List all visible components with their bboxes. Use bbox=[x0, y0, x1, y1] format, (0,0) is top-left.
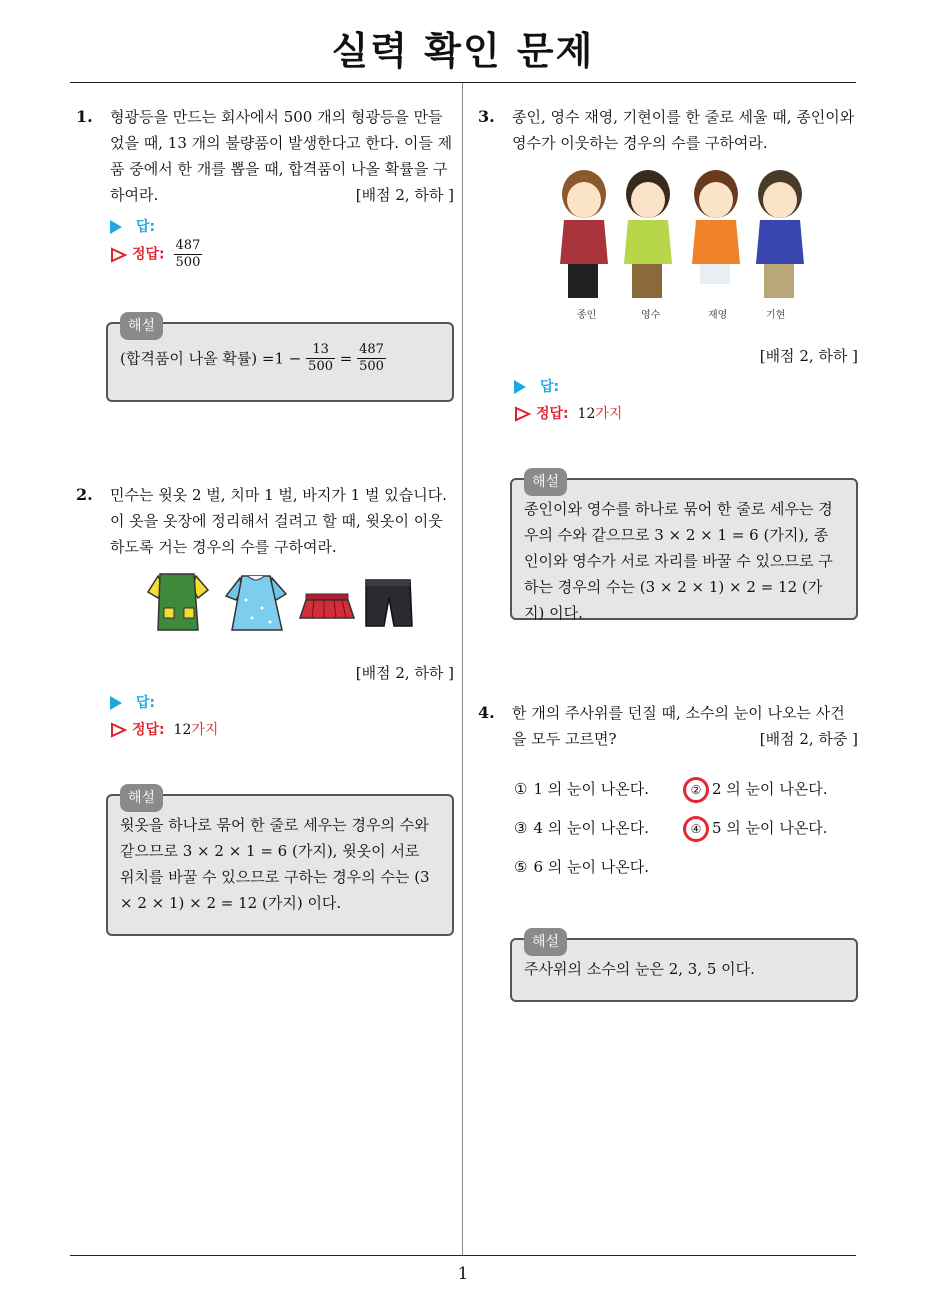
choice-text: 4 의 눈이 나온다. bbox=[533, 819, 650, 837]
play-icon bbox=[514, 380, 526, 394]
points-label: [배점 2, 하하 ] bbox=[355, 664, 454, 682]
choice-option-selected[interactable] bbox=[684, 817, 828, 841]
boy-icon bbox=[692, 170, 740, 284]
fraction: $\frac{13}{500}$ bbox=[308, 342, 333, 374]
choice-option[interactable] bbox=[514, 856, 649, 877]
open-triangle-icon bbox=[110, 722, 128, 738]
question-number: 4. bbox=[478, 703, 495, 722]
question-text: 민수는 윗옷 2 벌, 치마 1 벌, 바지가 1 벌 있습니다. 이 옷을 옷장에 정리해서 걸려고 할 때, 윗옷이 이웃하도록 거는 경우의 수를 구하여라. bbox=[110, 486, 447, 556]
boy-name-caption: 종인 bbox=[577, 310, 597, 321]
explanation-label: 해설 bbox=[120, 784, 163, 812]
correct-answer-row bbox=[110, 238, 202, 271]
boy-name-caption: 기현 bbox=[766, 310, 786, 321]
question-text: 종인, 영수 재영, 기현이를 한 줄로 세울 때, 종인이와 영수가 이웃하는 경우의 수를 구하여라. bbox=[512, 108, 855, 152]
open-triangle-icon bbox=[514, 406, 532, 422]
points-label: [배점 2, 하하 ] bbox=[759, 347, 858, 365]
points-label: [배점 2, 하중 ] bbox=[759, 730, 858, 748]
choice-mark: ③ bbox=[514, 819, 528, 837]
answer-row bbox=[110, 216, 155, 236]
boy-name-caption: 재영 bbox=[708, 310, 728, 321]
question-1 bbox=[76, 104, 454, 208]
explanation-text: (합격품이 나올 확률) =1 − bbox=[120, 349, 302, 368]
answer-label: 답: bbox=[136, 219, 156, 235]
play-icon bbox=[110, 696, 122, 710]
selected-choice-mark: ② bbox=[684, 778, 708, 802]
answer-value: 12 bbox=[577, 406, 596, 422]
boy-icon bbox=[756, 170, 804, 298]
question-2 bbox=[76, 482, 454, 560]
correct-answer-row bbox=[110, 719, 218, 739]
question-number: 2. bbox=[76, 485, 93, 504]
four-boys-illustration bbox=[554, 164, 814, 304]
choice-text: 6 의 눈이 나온다. bbox=[533, 858, 650, 876]
answer-row bbox=[514, 376, 559, 396]
page-title: 실력 확인 문제 bbox=[331, 29, 595, 73]
question-number: 3. bbox=[478, 107, 495, 126]
choice-text: 2 의 눈이 나온다. bbox=[712, 780, 828, 798]
boy-icon bbox=[624, 170, 672, 298]
blue-dress-icon bbox=[226, 576, 286, 630]
choice-option[interactable] bbox=[514, 778, 649, 799]
column-divider bbox=[462, 83, 463, 1255]
top-rule bbox=[70, 82, 856, 83]
correct-answer-row bbox=[514, 403, 622, 423]
explanation-label: 해설 bbox=[120, 312, 163, 340]
choice-mark: ⑤ bbox=[514, 858, 528, 876]
question-number: 1. bbox=[76, 107, 93, 126]
explanation-text: 주사위의 소수의 눈은 2, 3, 5 이다. bbox=[524, 960, 755, 978]
explanation-box bbox=[106, 318, 454, 402]
question-text: 형광등을 만드는 회사에서 500 개의 형광등을 만들었을 때, 13 개의 불량품이 발생한다고 한다. 이들 제품 중에서 한 개를 뽑을 때, 합격품이 나올 확률을 구하여라. bbox=[110, 108, 453, 204]
red-skirt-icon bbox=[300, 594, 354, 618]
points-label-3 bbox=[700, 343, 858, 369]
choice-option-selected[interactable] bbox=[684, 778, 828, 802]
answer-fraction: $\frac{487}{500}$ bbox=[175, 238, 201, 270]
bottom-rule bbox=[70, 1255, 856, 1256]
correct-label: 정답: bbox=[536, 406, 569, 422]
question-3 bbox=[478, 104, 858, 156]
points-label-2 bbox=[300, 660, 454, 686]
explanation-label: 해설 bbox=[524, 468, 567, 496]
explanation-box bbox=[510, 474, 858, 622]
open-triangle-icon bbox=[110, 247, 128, 263]
equals-sign: = bbox=[339, 349, 353, 368]
answer-unit: 가지 bbox=[191, 722, 219, 738]
choice-mark: ① bbox=[514, 780, 528, 798]
points-label: [배점 2, 하하 ] bbox=[355, 186, 454, 204]
explanation-label: 해설 bbox=[524, 928, 567, 956]
answer-label: 답: bbox=[136, 695, 156, 711]
clothes-illustration bbox=[144, 570, 416, 636]
answer-label: 답: bbox=[540, 379, 560, 395]
green-shirt-icon bbox=[148, 574, 208, 630]
explanation-text: 윗옷을 하나로 묶어 한 줄로 세우는 경우의 수와 같으므로 3 × 2 × 1 = 6 (가지), 윗옷이 서로 위치를 바꿀 수 있으므로 구하는 경우의 수는 (3 × 2 × 1) × 2 = 12 (가지) 이다. bbox=[120, 816, 430, 912]
boy-name-caption: 영수 bbox=[641, 310, 661, 321]
black-pants-icon bbox=[366, 580, 412, 626]
explanation-box bbox=[510, 934, 858, 1002]
play-icon bbox=[110, 220, 122, 234]
choice-text: 5 의 눈이 나온다. bbox=[712, 819, 828, 837]
correct-label: 정답: bbox=[132, 722, 165, 738]
answer-row bbox=[110, 692, 155, 712]
boy-icon bbox=[560, 170, 608, 298]
answer-unit: 가지 bbox=[595, 406, 623, 422]
question-4 bbox=[478, 700, 858, 752]
page-number: 1 bbox=[457, 1264, 469, 1284]
selected-choice-mark: ④ bbox=[684, 817, 708, 841]
correct-label: 정답: bbox=[132, 246, 165, 263]
answer-value: 12 bbox=[173, 722, 192, 738]
explanation-box bbox=[106, 790, 454, 936]
question-text: 한 개의 주사위를 던질 때, 소수의 눈이 나오는 사건을 모두 고르면? bbox=[512, 704, 845, 748]
explanation-text: 종인이와 영수를 하나로 묶어 한 줄로 세우는 경우의 수와 같으므로 3 × 2 × 1 = 6 (가지), 종인이와 영수가 서로 자리를 바꿀 수 있으므로 구하는 경우의 수는 (3 × 2 × 1) × 2 = 12 (가지) 이다. bbox=[524, 500, 833, 622]
choice-option[interactable] bbox=[514, 817, 649, 838]
choice-text: 1 의 눈이 나온다. bbox=[533, 780, 650, 798]
fraction: $\frac{487}{500}$ bbox=[359, 342, 384, 374]
